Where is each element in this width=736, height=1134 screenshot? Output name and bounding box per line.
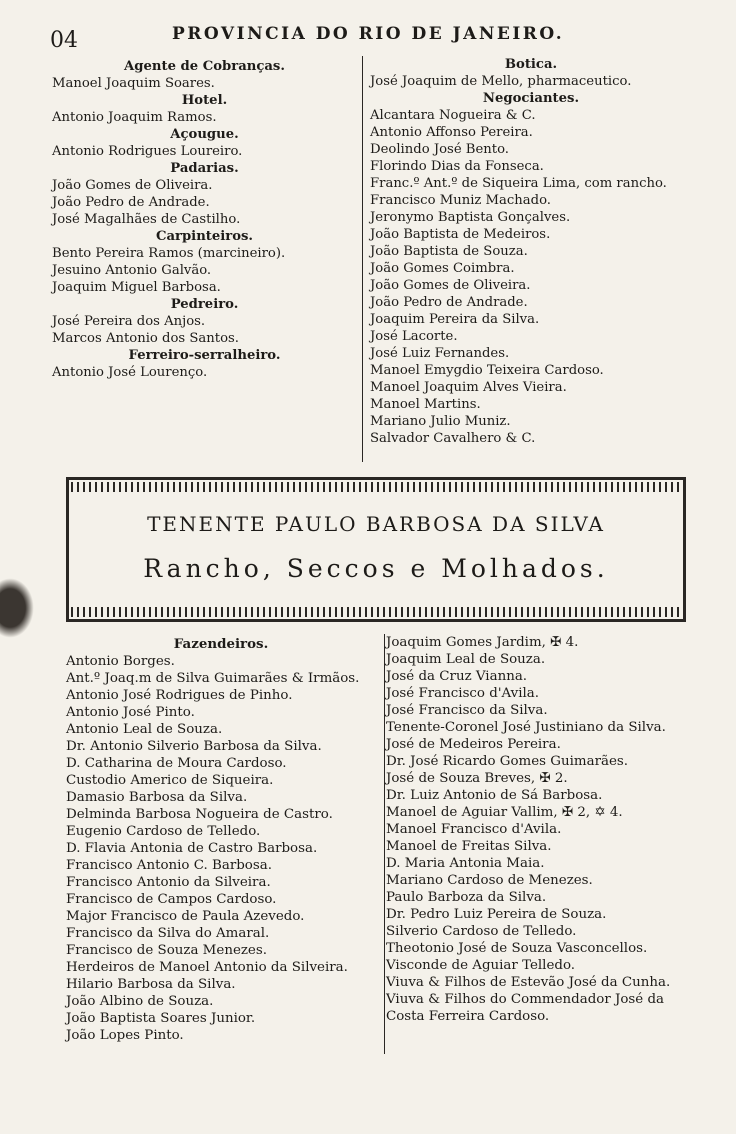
directory-entry: Theotonio José de Souza Vasconcellos. xyxy=(386,941,648,956)
column-divider-lower xyxy=(384,634,385,1054)
directory-entry: José Joaquim de Mello, pharmaceutico. xyxy=(370,74,632,89)
directory-entry: José Pereira dos Anjos. xyxy=(52,314,206,329)
top-left-column xyxy=(52,58,357,381)
directory-entry: José de Medeiros Pereira. xyxy=(386,737,561,752)
directory-entry: Francisco da Silva do Amaral. xyxy=(66,926,270,941)
directory-entry: João Albino de Souza. xyxy=(66,994,214,1009)
directory-entry: Francisco Antonio C. Barbosa. xyxy=(66,858,272,873)
directory-entry: José Francisco da Silva. xyxy=(386,703,548,718)
section-heading: Carpinteiros. xyxy=(155,229,254,244)
directory-entry: João Gomes de Oliveira. xyxy=(52,178,213,193)
directory-entry: João Gomes Coimbra. xyxy=(370,261,515,276)
directory-entry: José Luiz Fernandes. xyxy=(370,346,510,361)
directory-entry: Francisco Muniz Machado. xyxy=(370,193,551,208)
directory-entry: Marcos Antonio dos Santos. xyxy=(52,331,239,346)
directory-entry: Manoel Francisco d'Avila. xyxy=(386,822,562,837)
directory-entry: Mariano Cardoso de Menezes. xyxy=(386,873,593,888)
page-stain xyxy=(0,578,34,638)
directory-entry: Eugenio Cardoso de Telledo. xyxy=(66,824,261,839)
directory-entry: Florindo Dias da Fonseca. xyxy=(370,159,544,174)
directory-entry: Francisco Antonio da Silveira. xyxy=(66,875,271,890)
bottom-right-column xyxy=(386,634,706,1025)
directory-entry: Dr. Antonio Silverio Barbosa da Silva. xyxy=(66,739,322,754)
directory-entry: Antonio Rodrigues Loureiro. xyxy=(52,144,243,159)
directory-entry: Bento Pereira Ramos (marcineiro). xyxy=(52,246,286,261)
advert-title: TENENTE PAULO BARBOSA DA SILVA xyxy=(147,512,605,536)
directory-entry: Antonio Joaquim Ramos. xyxy=(52,110,217,125)
directory-entry: Franc.º Ant.º de Siqueira Lima, com rancho. xyxy=(370,176,667,191)
directory-entry: Francisco de Campos Cardoso. xyxy=(66,892,277,907)
directory-entry: José Magalhães de Castilho. xyxy=(52,212,241,227)
directory-entry: João Gomes de Oliveira. xyxy=(370,278,531,293)
directory-entry: Silverio Cardoso de Telledo. xyxy=(386,924,577,939)
directory-entry: Antonio Affonso Pereira. xyxy=(370,125,533,140)
directory-entry: Salvador Cavalhero & C. xyxy=(370,431,536,446)
directory-entry: José Francisco d'Avila. xyxy=(386,686,540,701)
directory-entry: Ant.º Joaq.m de Silva Guimarães & Irmãos. xyxy=(66,671,360,686)
directory-entry: Joaquim Leal de Souza. xyxy=(386,652,546,667)
section-heading: Ferreiro-serralheiro. xyxy=(128,348,281,363)
directory-entry: Francisco de Souza Menezes. xyxy=(66,943,267,958)
directory-entry: Damasio Barbosa da Silva. xyxy=(66,790,248,805)
directory-entry: D. Maria Antonia Maia. xyxy=(386,856,545,871)
directory-entry: João Pedro de Andrade. xyxy=(370,295,528,310)
border-ornament-bottom xyxy=(71,607,681,617)
directory-entry: Viuva & Filhos de Estevão José da Cunha. xyxy=(386,975,671,990)
advert-box xyxy=(66,477,686,622)
section-heading: Hotel. xyxy=(181,93,228,108)
directory-entry: José Lacorte. xyxy=(370,329,458,344)
bottom-left-column xyxy=(66,636,376,1044)
directory-entry: Joaquim Gomes Jardim, ✠ 4. xyxy=(386,635,579,650)
directory-entry: João Lopes Pinto. xyxy=(66,1028,184,1043)
directory-entry: Manoel Joaquim Alves Vieira. xyxy=(370,380,567,395)
directory-entry: Costa Ferreira Cardoso. xyxy=(386,1009,550,1024)
section-heading: Padarias. xyxy=(170,161,239,176)
section-heading: Fazendeiros. xyxy=(173,636,269,652)
directory-entry: Antonio José Lourenço. xyxy=(52,365,208,380)
section-heading: Agente de Cobranças. xyxy=(124,59,285,74)
directory-entry: Antonio Borges. xyxy=(66,654,175,669)
directory-entry: Manoel de Aguiar Vallim, ✠ 2, ✡ 4. xyxy=(386,805,623,820)
section-heading: Açougue. xyxy=(170,127,239,142)
directory-entry: Custodio Americo de Siqueira. xyxy=(66,773,274,788)
top-right-column xyxy=(370,56,692,447)
directory-entry: Paulo Barboza da Silva. xyxy=(386,890,547,905)
directory-entry: Jeronymo Baptista Gonçalves. xyxy=(370,210,571,225)
directory-entry: Antonio José Pinto. xyxy=(66,705,195,720)
directory-entry: Major Francisco de Paula Azevedo. xyxy=(66,909,305,924)
directory-entry: Viuva & Filhos do Commendador José da xyxy=(386,992,665,1007)
directory-entry: Antonio José Rodrigues de Pinho. xyxy=(66,688,293,703)
directory-entry: Dr. José Ricardo Gomes Guimarães. xyxy=(386,754,629,769)
directory-entry: Herdeiros de Manoel Antonio da Silveira. xyxy=(66,960,348,975)
running-head: PROVINCIA DO RIO DE JANEIRO. xyxy=(172,24,565,44)
directory-entry: Antonio Leal de Souza. xyxy=(66,722,223,737)
directory-entry: João Baptista de Souza. xyxy=(370,244,528,259)
directory-entry: D. Catharina de Moura Cardoso. xyxy=(66,756,287,771)
directory-entry: Manoel Joaquim Soares. xyxy=(52,76,215,91)
directory-entry: Joaquim Miguel Barbosa. xyxy=(52,280,221,295)
directory-entry: Visconde de Aguiar Telledo. xyxy=(386,958,576,973)
advert-subtitle: Rancho, Seccos e Molhados. xyxy=(143,554,609,583)
directory-entry: Manoel de Freitas Silva. xyxy=(386,839,552,854)
directory-entry: Tenente-Coronel José Justiniano da Silva. xyxy=(386,720,666,735)
directory-entry: João Baptista Soares Junior. xyxy=(66,1011,256,1026)
section-heading: Botica. xyxy=(504,57,558,72)
directory-entry: José de Souza Breves, ✠ 2. xyxy=(386,771,568,786)
column-divider xyxy=(362,56,363,462)
directory-entry: Hilario Barbosa da Silva. xyxy=(66,977,236,992)
directory-entry: Deolindo José Bento. xyxy=(370,142,509,157)
directory-entry: João Pedro de Andrade. xyxy=(52,195,210,210)
directory-entry: Dr. Pedro Luiz Pereira de Souza. xyxy=(386,907,607,922)
directory-entry: D. Flavia Antonia de Castro Barbosa. xyxy=(66,841,318,856)
section-heading: Negociantes. xyxy=(482,91,580,106)
directory-entry: Alcantara Nogueira & C. xyxy=(370,108,536,123)
directory-entry: Manoel Emygdio Teixeira Cardoso. xyxy=(370,363,604,378)
directory-entry: Jesuino Antonio Galvão. xyxy=(52,263,212,278)
directory-entry: João Baptista de Medeiros. xyxy=(370,227,551,242)
directory-entry: Delminda Barbosa Nogueira de Castro. xyxy=(66,807,333,822)
section-heading: Pedreiro. xyxy=(170,297,239,312)
page-number: 04 xyxy=(50,28,78,53)
border-ornament-top xyxy=(71,482,681,492)
directory-entry: Dr. Luiz Antonio de Sá Barbosa. xyxy=(386,788,603,803)
directory-entry: José da Cruz Vianna. xyxy=(386,669,528,684)
directory-entry: Joaquim Pereira da Silva. xyxy=(370,312,540,327)
directory-entry: Mariano Julio Muniz. xyxy=(370,414,511,429)
directory-entry: Manoel Martins. xyxy=(370,397,481,412)
